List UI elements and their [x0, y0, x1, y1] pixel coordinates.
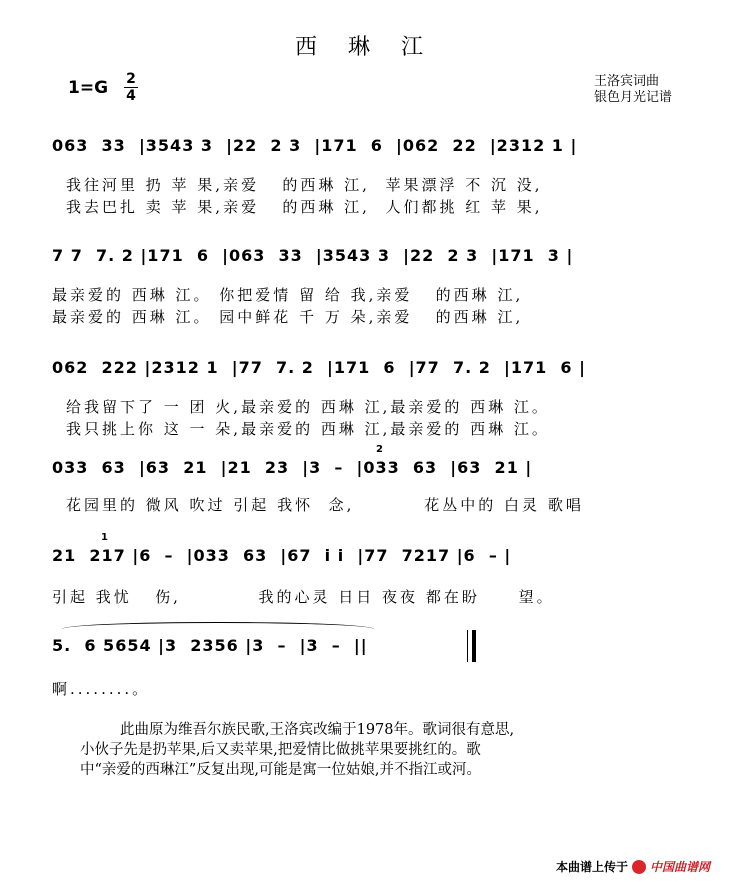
lyrics-row-1-verse-1: 我往河里 扔 苹 果,亲爱 的西琳 江, 苹果漂浮 不 沉 没, — [66, 176, 543, 194]
lyrics-row-6: 啊........。 — [52, 680, 151, 698]
notation-row-3: 062 222 |2312 1 |77 7. 2 |171 6 |77 7. 2 |171 6 | — [52, 358, 586, 377]
lyrics-row-1-verse-2: 我去巴扎 卖 苹 果,亲爱 的西琳 江, 人们都挑 红 苹 果, — [66, 198, 543, 216]
key-signature: 1=G — [68, 78, 109, 98]
lyrics-row-5: 引起 我忧 伤, 我的心灵 日日 夜夜 都在盼 望。 — [52, 588, 555, 606]
site-logo-icon — [632, 860, 646, 874]
time-signature-top: 2 — [126, 71, 136, 87]
site-name[interactable]: 中国曲谱网 — [649, 860, 710, 874]
footer-upload-note — [556, 858, 710, 875]
notation-row-5: 21 217 |6 – |033 63 |67 i i |77 7217 |6 – | — [52, 546, 512, 565]
time-signature — [124, 72, 138, 103]
notation-row-2: 7 7 7. 2 |171 6 |063 33 |3543 3 |22 2 3 |171 3 | — [52, 246, 574, 265]
description-line-2: 小伙子先是扔苹果,后又卖苹果,把爱情比做挑苹果要挑红的。歌 — [80, 742, 481, 758]
credit-lyricist-composer: 王洛宾词曲 — [593, 74, 659, 89]
credits — [594, 74, 672, 106]
volta-second-ending: 2 — [376, 444, 383, 455]
song-description — [80, 720, 680, 780]
footer-prefix: 本曲谱上传于 — [555, 860, 628, 874]
song-title: 西 琳 江 — [295, 35, 435, 60]
notation-row-4: 033 63 |63 21 |21 23 |3 – |033 63 |63 21 | — [52, 458, 533, 477]
lyrics-row-3-verse-1: 给我留下了 一 团 火,最亲爱的 西琳 江,最亲爱的 西琳 江。 — [66, 398, 550, 416]
lyrics-row-3-verse-2: 我只挑上你 这 一 朵,最亲爱的 西琳 江,最亲爱的 西琳 江。 — [66, 420, 550, 438]
lyrics-row-2-verse-2: 最亲爱的 西琳 江。 园中鲜花 千 万 朵,亲爱 的西琳 江, — [52, 308, 524, 326]
final-barline-thick — [472, 630, 476, 662]
final-barline-thin — [467, 630, 468, 662]
notation-row-6: 5. 6 5654 |3 2356 |3 – |3 – || — [52, 636, 368, 655]
time-signature-bottom: 4 — [126, 88, 136, 104]
notation-row-1: 063 33 |3543 3 |22 2 3 |171 6 |062 22 |2312 1 | — [52, 136, 578, 155]
lyrics-row-4: 花园里的 微风 吹过 引起 我怀 念, 花丛中的 白灵 歌唱 — [66, 496, 584, 514]
volta-first-ending: 1 — [101, 532, 108, 543]
lyrics-row-2-verse-1: 最亲爱的 西琳 江。 你把爱情 留 给 我,亲爱 的西琳 江, — [52, 286, 524, 304]
description-line-3: 中“亲爱的西琳江”反复出现,可能是寓一位姑娘,并不指江或河。 — [80, 762, 482, 778]
long-tie-arc — [62, 622, 374, 629]
description-line-1: 此曲原为维吾尔族民歌,王洛宾改编于1978年。歌词很有意思, — [120, 722, 515, 738]
credit-transcriber: 银色月光记谱 — [593, 90, 672, 105]
